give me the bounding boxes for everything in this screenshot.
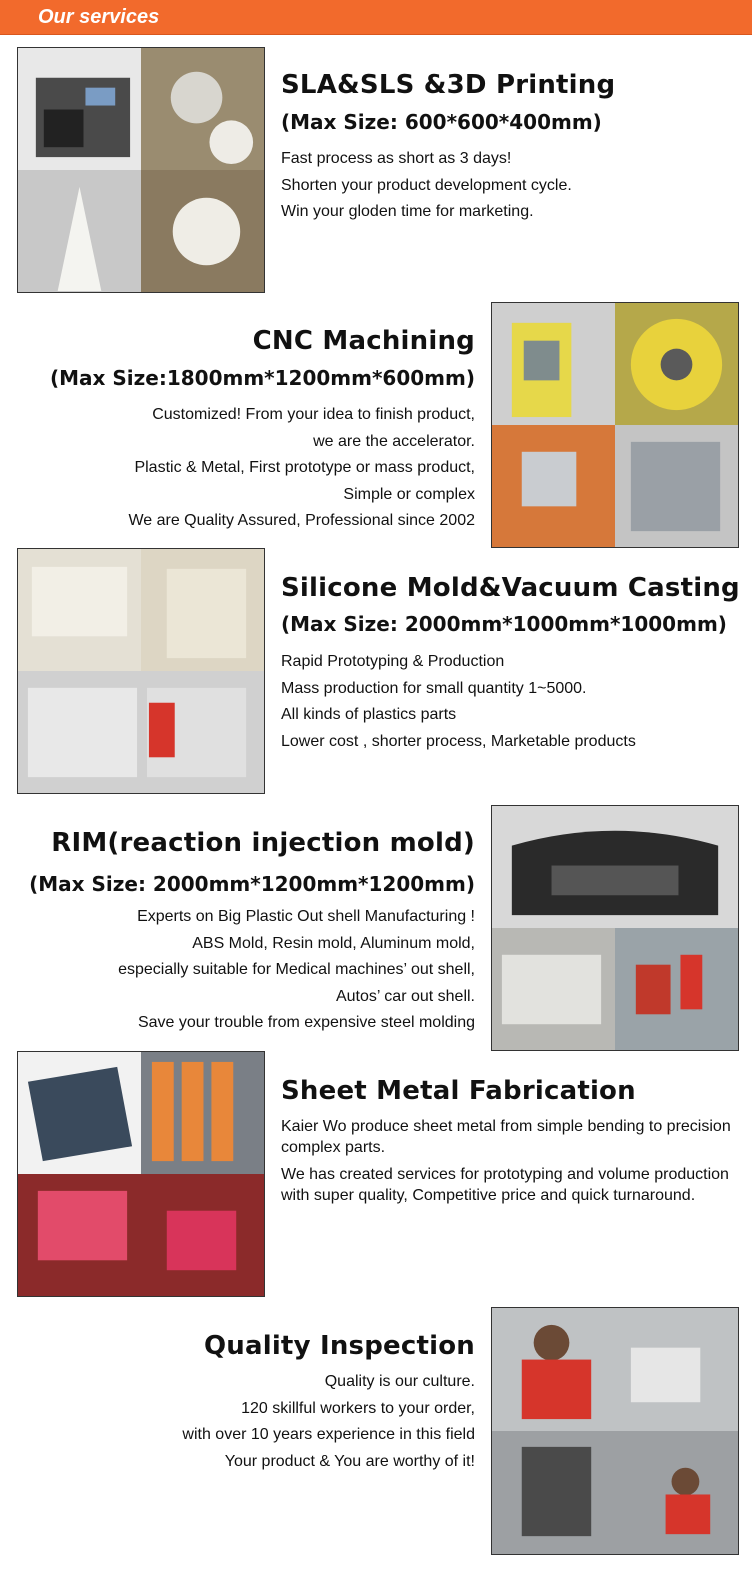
service-title: Sheet Metal Fabrication (281, 1076, 636, 1106)
description-line: with over 10 years experience in this field (182, 1426, 475, 1443)
rim-photo (491, 805, 739, 1051)
service-max-size: (Max Size: 2000mm*1000mm*1000mm) (281, 612, 727, 636)
service-description (128, 402, 475, 535)
description-line: Customized! From your idea to finish product, (152, 406, 475, 423)
service-max-size: (Max Size: 2000mm*1200mm*1200mm) (29, 872, 475, 896)
service-max-size: (Max Size: 600*600*400mm) (281, 110, 602, 134)
quality-inspection-photo (491, 1307, 739, 1555)
service-title: Quality Inspection (203, 1331, 475, 1361)
service-title: CNC Machining (252, 326, 475, 356)
description-line: Autos’ car out shell. (335, 987, 475, 1005)
3d-printing-photo (17, 47, 265, 293)
service-title: Silicone Mold&Vacuum Casting (281, 573, 740, 603)
description-line: All kinds of plastics parts (281, 706, 457, 723)
description-line: Shorten your product development cycle. (281, 176, 572, 194)
description-line: ABS Mold, Resin mold, Aluminum mold, (192, 934, 475, 952)
section-header-bar (0, 0, 752, 35)
description-line: Save your trouble from expensive steel molding (137, 1014, 475, 1031)
description-line: Your product & You are worthy of it! (224, 1452, 475, 1470)
description-paragraph: Kaier Wo produce sheet metal from simple bending to precision complex parts. (281, 1118, 731, 1156)
description-line: Lower cost , shorter process, Marketable products (281, 732, 636, 750)
description-line: we are the accelerator. (313, 432, 475, 450)
description-line: 120 skillful workers to your order, (241, 1399, 475, 1417)
description-line: Rapid Prototyping & Production (281, 653, 505, 670)
description-line: especially suitable for Medical machines’ out shell, (118, 961, 475, 978)
description-line: Win your gloden time for marketing. (281, 203, 534, 220)
description-line: Plastic & Metal, First prototype or mass product, (134, 459, 475, 476)
sheet-metal-photo (17, 1051, 265, 1297)
vacuum-casting-photo (17, 548, 265, 794)
service-title: SLA&SLS &3D Printing (281, 70, 616, 100)
service-description (281, 649, 636, 755)
description-line: Simple or complex (343, 485, 475, 503)
section-title: Our services (38, 6, 160, 28)
service-description (281, 1116, 741, 1212)
service-title: RIM(reaction injection mold) (51, 828, 475, 858)
cnc-machining-photo (491, 302, 739, 548)
description-line: Quality is our culture. (324, 1373, 475, 1390)
description-line: We are Quality Assured, Professional since 2002 (128, 512, 475, 529)
service-max-size: (Max Size:1800mm*1200mm*600mm) (49, 366, 475, 390)
description-line: Fast process as short as 3 days! (281, 150, 512, 167)
service-description (182, 1369, 475, 1475)
description-paragraph: We has created services for prototyping and volume production with super quality, Competitive price and quick turnaround. (281, 1166, 729, 1204)
service-description (281, 146, 572, 226)
description-line: Experts on Big Plastic Out shell Manufacturing ! (137, 908, 475, 925)
description-line: Mass production for small quantity 1~5000. (281, 679, 587, 697)
service-description (118, 904, 475, 1037)
